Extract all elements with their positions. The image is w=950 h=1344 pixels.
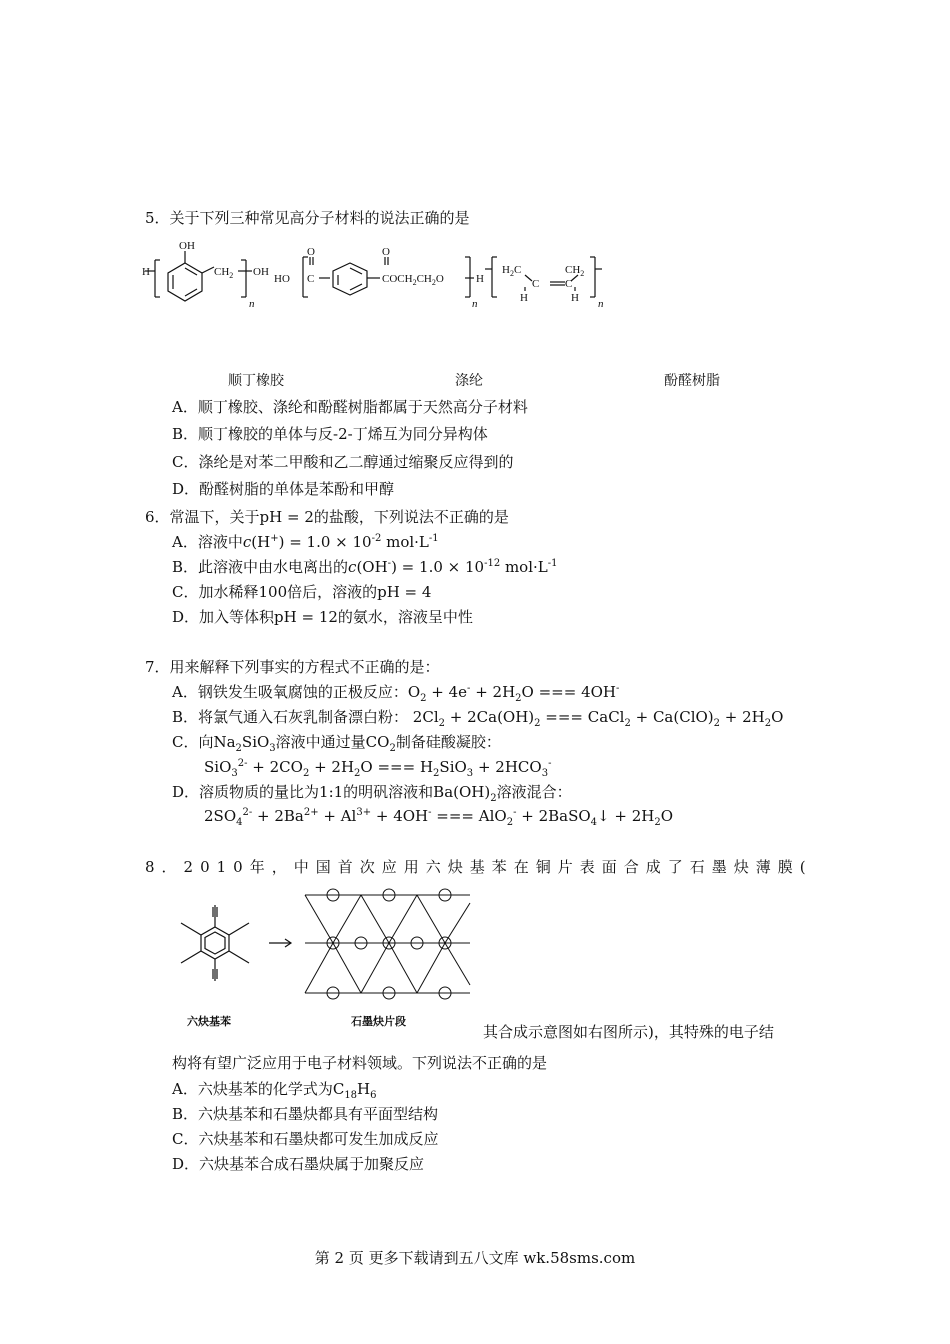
c-eq2-label: C [565,278,573,290]
q7-option-a: A．钢铁发生吸氧腐蚀的正极反应：$O_2 + 4e^- + 2H_2O$ === 4OH- [172,683,620,704]
q8-stem-cont2: 构将有望广泛应用于电子材料领域。下列说法不正确的是 [172,1054,548,1072]
o-label: O [307,246,315,258]
h-end-label: H [476,273,484,285]
ch2-right-label: $CH_2$ [565,264,585,278]
h-label: H [142,266,150,278]
q5-option-d: D．酚醛树脂的单体是苯酚和甲醇 [172,480,395,498]
page-footer: 第 2 页 更多下载请到五八文库 wk.58sms.com [314,1249,636,1267]
q7-option-d: D．溶质物质的量比为1:1的明矾溶液和$Ba(OH)_2$溶液混合： [172,783,572,804]
n-label-3: n [598,298,604,310]
c-label: C [307,273,315,285]
q7-option-b: B．将氯气通入石灰乳制备漂白粉： $2Cl_2 + 2Ca(OH)_2$ === CaCl$_2$ + $Ca(ClO)_2 + 2H_2O$ [172,708,784,729]
c-eq-label: C [532,278,540,290]
label-hexaethynylbenzene: 六炔基苯 [187,1016,231,1028]
q6-option-b: B．此溶液中由水电离出的$c(OH^-) = 1.0 \times 10^{-12}$ $mol\cdot L^{-1}$ [172,558,558,576]
label-graphyne-fragment: 石墨炔片段 [351,1016,406,1028]
caption-polybutadiene: 顺丁橡胶 [228,373,284,389]
h-low2-label: H [571,292,579,304]
h2c-label: $H_2C$ [502,264,522,278]
oh-label: OH [179,240,195,252]
graphyne-synthesis-diagram [165,885,485,1040]
caption-pet: 涤纶 [455,373,483,389]
polymer-structures [140,235,620,315]
q7-option-c: C．向$Na_2SiO_3$溶液中通过量$CO_2$制备硅酸凝胶： [172,733,501,754]
q7-option-c-equation: $SiO_3^{2-} + 2CO_2 + 2H_2O$ === $H_2SiO_3 + 2HCO_3^-$ [204,758,552,779]
n-label-2: n [472,298,478,310]
q5-stem: 5．关于下列三种常见高分子材料的说法正确的是 [145,209,470,227]
graphyne-fragment [305,889,470,999]
q8-option-c: C．六炔基苯和石墨炔都可发生加成反应 [172,1130,439,1148]
n-label: n [249,298,255,310]
caption-phenolic: 酚醛树脂 [664,373,720,389]
q8-stem-cont: 其合成示意图如右图所示)，其特殊的电子结 [483,1023,774,1041]
q5-option-a: A．顺丁橡胶、涤纶和酚醛树脂都属于天然高分子材料 [172,398,528,416]
oh-end-label: OH [253,266,269,278]
q8-option-a: A．六炔基苯的化学式为$C_{18}H_6$ [172,1080,377,1101]
q6-option-a: A．溶液中$c(H^+) = 1.0 \times 10^{-2}$ $mol\cdot L^{-1}$ [172,533,439,551]
q7-option-d-equation: $2SO_4^{2-} + 2Ba^{2+} + Al^{3+} + 4OH^-$ === AlO$_2$- + 2BaSO$_4$↓ + $2H_2O$ [204,807,674,828]
q6-stem: 6．常温下，关于pH = 2的盐酸，下列说法不正确的是 [145,508,509,526]
ho-label: HO [274,273,290,285]
q8-option-d: D．六炔基苯合成石墨炔属于加聚反应 [172,1155,425,1173]
h-low1-label: H [520,292,528,304]
coo-label: $COCH_2CH_2O$ [382,273,444,287]
q8-stem: 8．2010年，中国首次应用六炔基苯在铜片表面合成了石墨炔薄膜( [145,858,813,876]
q5-option-c: C．涤纶是对苯二甲酸和乙二醇通过缩聚反应得到的 [172,453,514,471]
ch2-label: $CH_2$ [214,266,234,280]
o2-label: O [382,246,390,258]
q6-option-c: C．加水稀释100倍后，溶液的pH = 4 [172,583,432,601]
q7-stem: 7．用来解释下列事实的方程式不正确的是： [145,658,440,676]
q8-option-b: B．六炔基苯和石墨炔都具有平面型结构 [172,1105,439,1123]
q6-option-d: D．加入等体积pH = 12的氨水，溶液呈中性 [172,608,473,626]
q5-option-b: B．顺丁橡胶的单体与反-2-丁烯互为同分异构体 [172,425,488,443]
